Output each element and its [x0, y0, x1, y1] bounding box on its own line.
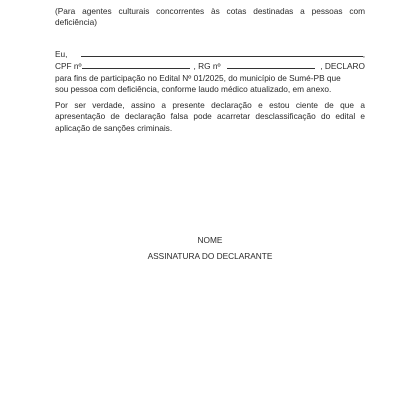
name-line: [55, 48, 365, 60]
deficiency-line: sou pessoa com deficiência, conforme laudo médico atualizado, em anexo.: [55, 84, 332, 95]
cpf-blank: [82, 60, 190, 69]
edital-line: para fins de participação no Edital Nº 01/2025, do município de Sumé-PB que: [55, 72, 341, 83]
cpf-label: CPF nº: [55, 61, 82, 72]
eu-label: Eu,: [55, 49, 68, 59]
rg-label: , RG nº: [193, 61, 221, 72]
name-line-end: ,: [362, 49, 365, 59]
signature-label: ASSINATURA DO DECLARANTE: [147, 251, 273, 261]
rg-blank: [227, 60, 315, 69]
truth-statement: Por ser verdade, assino a presente declaração e estou ciente de que a apresentação de declaração falsa pode acarretar desclassificação do edital e aplicação de sanções criminais.: [55, 100, 365, 133]
signature-name: NOME: [197, 235, 223, 245]
cpf-rg-line: [55, 60, 365, 72]
declaro-label: , DECLARO: [320, 61, 365, 72]
intro-note: (Para agentes culturais concorrentes às cotas destinadas a pessoas com deficiência): [55, 6, 365, 28]
declaration-paragraph: [55, 48, 365, 96]
name-blank: [81, 48, 362, 57]
